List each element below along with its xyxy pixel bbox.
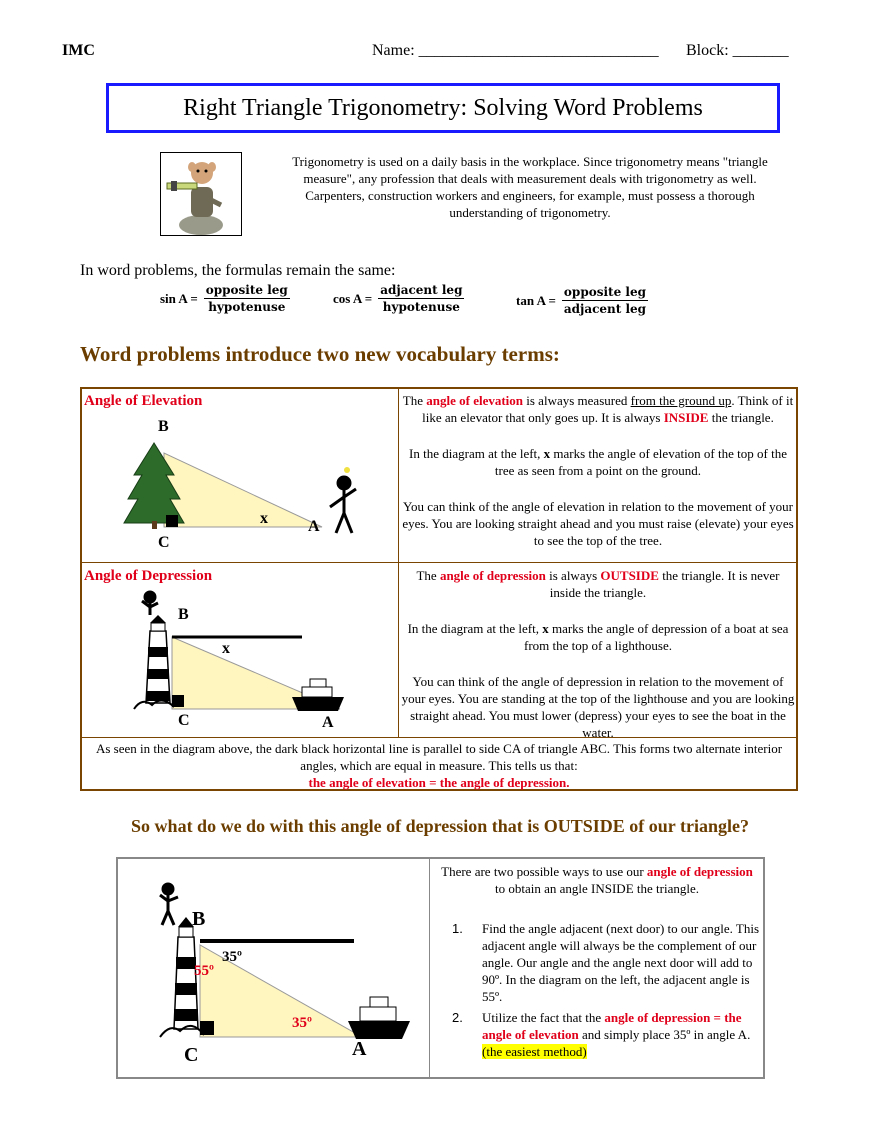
vertex-c-label: C xyxy=(178,712,190,729)
vertex-a-label: A xyxy=(322,714,334,731)
page-title: Right Triangle Trigonometry: Solving Word Problems xyxy=(183,94,703,121)
angle-x-label: x xyxy=(222,640,230,657)
column-divider xyxy=(429,859,430,1077)
summary-cell xyxy=(84,740,794,791)
depression-description xyxy=(400,567,796,741)
term-angle-of-depression: angle of depression xyxy=(646,864,753,879)
sine-formula xyxy=(160,283,290,314)
cosine-formula xyxy=(333,283,464,314)
depression-p3: You can think of the angle of depression in relation to the movement of your eyes. You are standing at the top of the lighthouse and you are looking straight ahead. You must lower (depress) your eyes to see the boat in the water. xyxy=(401,674,795,740)
summary-text: As seen in the diagram above, the dark black horizontal line is parallel to side CA of triangle ABC. This forms two alternate interior angles, which are equal in measure. This tells us that: xyxy=(95,741,783,773)
vertex-c-label: C xyxy=(184,1044,199,1066)
list-item: 2. Utilize the fact that the angle of depression = the angle of elevation and simply place 35º in angle A. (the easiest method) xyxy=(452,1010,751,1059)
tangent-formula xyxy=(516,285,648,316)
easiest-method-highlight: (the easiest method) xyxy=(482,1044,587,1059)
vertex-c-label: C xyxy=(158,534,170,551)
term-depression-equals-elevation: angle of depression = the angle of elevation xyxy=(482,1010,742,1042)
elevation-description xyxy=(400,392,796,549)
list-item: 1. Find the angle adjacent (next door) to our angle. This adjacent angle will always be the complement of our angle. Our angle and the angle next door will add to 90º. In the diagram on the left, the adjacent angle is 55º. xyxy=(452,921,760,1004)
name-field-label: Name: ______________________________ xyxy=(372,42,659,59)
block-field-label: Block: _______ xyxy=(686,42,789,59)
vertex-b-label: B xyxy=(158,418,169,435)
vertex-a-label: A xyxy=(308,518,320,535)
angle-35-a-label: 35º xyxy=(292,1015,312,1031)
depression-p2: In the diagram at the left, x marks the angle of depression of a boat at sea from the top of a lighthouse. xyxy=(407,621,789,653)
lighthouse-shape xyxy=(134,615,174,709)
angle-x-label: x xyxy=(260,510,268,527)
depression-p1: The angle of depression is always OUTSIDE the triangle. It is never inside the triangle. xyxy=(416,568,780,600)
page-title-box xyxy=(106,83,780,133)
elevation-label: Angle of Elevation xyxy=(84,393,203,409)
formula-numerator: opposite leg xyxy=(205,283,288,297)
boat-shape xyxy=(348,997,410,1039)
formula-denominator: hypotenuse xyxy=(382,300,460,314)
vocab-table xyxy=(80,387,798,791)
elevation-p2: In the diagram at the left, x marks the angle of elevation of the top of the tree as seen from a point on the ground. xyxy=(409,446,787,478)
depression-diagram xyxy=(122,585,362,735)
org-label: IMC xyxy=(62,42,95,59)
term-angle-of-depression: angle of depression xyxy=(439,568,546,583)
vocab-heading: Word problems introduce two new vocabulary terms: xyxy=(80,342,560,366)
method-table xyxy=(116,857,765,1079)
question-heading: So what do we do with this angle of depression that is OUTSIDE of our triangle? xyxy=(131,816,749,836)
formula-function: cos A = xyxy=(333,290,373,306)
method-intro: There are two possible ways to use our angle of depression to obtain an angle INSIDE the triangle. xyxy=(441,864,753,896)
summary-conclusion: the angle of elevation = the angle of depression. xyxy=(308,775,570,790)
formula-numerator: opposite leg xyxy=(563,285,646,299)
method-list xyxy=(452,920,762,1060)
formulas-lead: In word problems, the formulas remain the same: xyxy=(80,262,396,279)
method-diagram xyxy=(152,877,422,1067)
angle-35-top-label: 35º xyxy=(222,949,242,965)
elevation-p3: You can think of the angle of elevation in relation to the movement of your eyes. You are looking straight ahead and you must raise (elevate) your eyes to see the top of the tree. xyxy=(402,499,794,548)
angle-55-label: 55º xyxy=(194,963,214,979)
vertex-b-label: B xyxy=(178,606,189,623)
formula-denominator: hypotenuse xyxy=(208,300,286,314)
intro-paragraph: Trigonometry is used on a daily basis in the workplace. Since trigonometry means "triangle measure", any profession that deals with measurement deals with trigonometry as well. Carpenters, construction workers and engineers, for example, must possess a thorough understanding of trigonometry. xyxy=(292,154,768,220)
formula-numerator: adjacent leg xyxy=(380,283,463,297)
formula-denominator: adjacent leg xyxy=(563,302,647,316)
elevation-p1: The angle of elevation is always measured from the ground up. Think of it like an elevator that only goes up. It is always INSIDE the triangle. xyxy=(402,393,794,425)
formula-function: sin A = xyxy=(160,290,198,306)
surveyor-cartoon-image xyxy=(160,152,242,236)
vertex-b-label: B xyxy=(192,908,206,930)
elevation-diagram xyxy=(122,415,362,560)
formula-function: tan A = xyxy=(516,292,556,308)
row-divider xyxy=(82,562,796,563)
vertex-a-label: A xyxy=(352,1038,367,1060)
term-angle-of-elevation: angle of elevation xyxy=(426,393,524,408)
column-divider xyxy=(398,389,399,737)
depression-label: Angle of Depression xyxy=(84,568,213,584)
